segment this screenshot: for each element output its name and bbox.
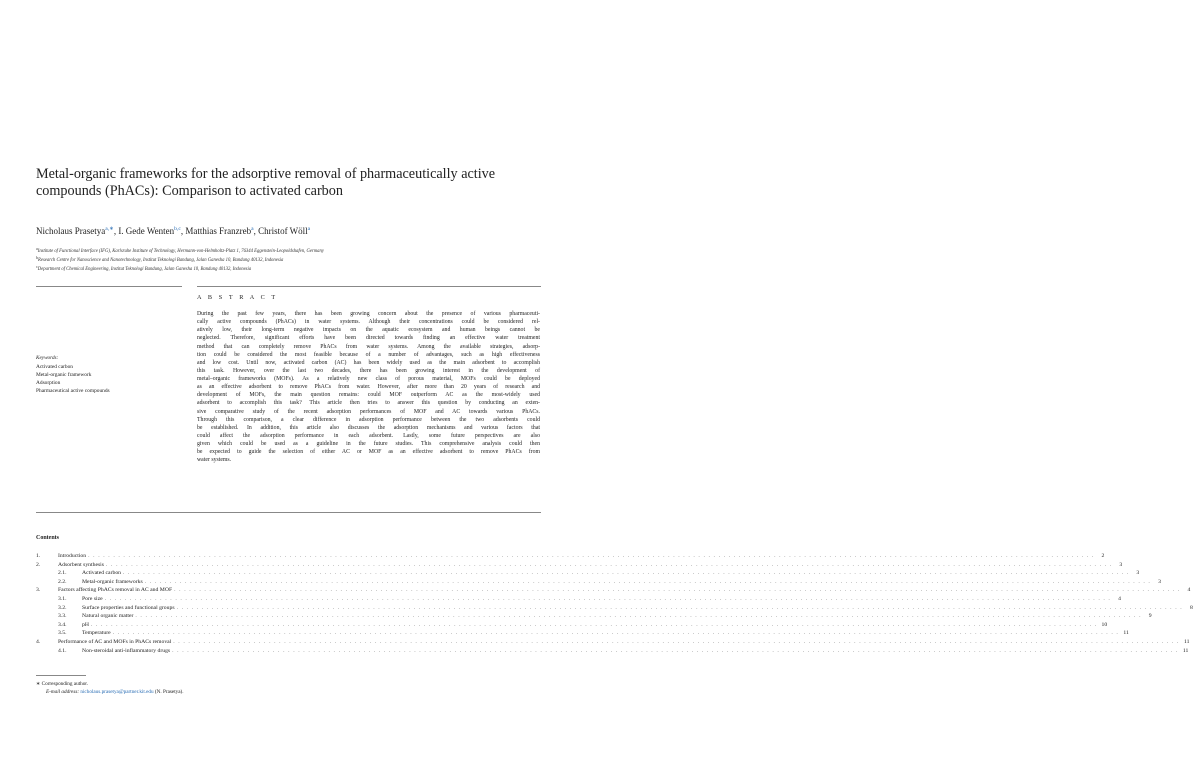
- toc-number: 4.: [36, 639, 41, 645]
- abstract-rule: [197, 286, 541, 287]
- toc-label[interactable]: Temperature: [82, 630, 111, 637]
- toc-leader-dots: . . . . . . . . . . . . . . . . . . . . . . . . . . . . . . . . . . . . . . . . . . . . . . . . . . . . . . . . . . . . . . . . . . . . . . . . . . . . . . . . . . . . . . . . . . . . . . . . . . . . . . . . . . . . . . . . . . . . . . . . . . . . . . . . . . . . . . . . . . . . . . . . . . . . . . . . . . . . . . . . . . . . . . . . . . . . . . . . . . . . . . . . . . . . . . . . . . . . . . . .: [144, 578, 1151, 585]
- email-suffix: (N. Prasetya).: [154, 689, 184, 695]
- toc-number: 2.2.: [58, 578, 67, 585]
- abstract-line: adsorbent to accomplish this task? This article then tries to answer this question by conducting an exten-: [197, 400, 540, 407]
- abstract-line: this task. However, over the last two decades, there has been growing interest in the development of: [197, 367, 540, 374]
- affiliation-text: Research Centre for Nanoscience and Nanotechnology, Institut Teknologi Bandung, Jalan Ganesha 10, Bandung 40132, Indonesia: [38, 258, 284, 263]
- toc-label[interactable]: Performance of AC and MOFs in PhACs removal: [58, 639, 172, 645]
- author-list: [36, 226, 310, 236]
- abstract-line: development of MOFs, the main question remains: could MOF outperform AC as the most-widely used: [197, 392, 540, 399]
- affiliation: [36, 246, 324, 254]
- toc-leader-dots: . . . . . . . . . . . . . . . . . . . . . . . . . . . . . . . . . . . . . . . . . . . . . . . . . . . . . . . . . . . . . . . . . . . . . . . . . . . . . . . . . . . . . . . . . . . . . . . . . . . . . . . . . . . . . . . . . . . . . . . . . . . . . . . . . . . . . . . . . . . . . . . . . . . . . . . . . . . . . . . . . . . . . . . . . . . . . . . . . . . . . . . . . . . . . . . . . . . . . . . .: [173, 639, 1180, 645]
- author-name: Christof Wöll: [258, 226, 308, 236]
- toc-entry[interactable]: [36, 561, 1123, 570]
- toc-entry[interactable]: [36, 570, 1140, 578]
- toc-entry[interactable]: [36, 621, 1108, 630]
- affiliation: [36, 255, 283, 263]
- toc-page-number[interactable]: 3: [1158, 578, 1161, 585]
- keywords-title: Keywords:: [36, 355, 59, 361]
- abstract-line: atively low, their long-term negative impacts on the aquatic ecosystem and human beings cannot be: [197, 327, 540, 334]
- toc-leader-dots: . . . . . . . . . . . . . . . . . . . . . . . . . . . . . . . . . . . . . . . . . . . . . . . . . . . . . . . . . . . . . . . . . . . . . . . . . . . . . . . . . . . . . . . . . . . . . . . . . . . . . . . . . . . . . . . . . . . . . . . . . . . . . . . . . . . . . . . . . . . . . . . . . . . . . . . . . . . . . . . . . . . . . . . . . . . . . . . . . . . . . . . . . . . . . . . . . . . . . . . .: [104, 596, 1111, 602]
- author-name: I. Gede Wenten: [118, 226, 175, 236]
- author-name: Matthias Franzreb: [185, 226, 252, 236]
- toc-label[interactable]: Pore size: [82, 596, 103, 602]
- author-name: Nicholaus Prasetya: [36, 226, 106, 236]
- author-affiliation-mark[interactable]: a,∗: [105, 226, 114, 232]
- toc-page-number[interactable]: 11: [1184, 639, 1190, 645]
- affiliation-mark: a: [36, 246, 38, 251]
- abstract-line: and low cost. Until now, activated carbon (AC) has been widely used as the main adsorbent to accomplish: [197, 359, 540, 366]
- abstract-line: method that can completely remove PhACs from water systems. Among the available strategies, adsorp-: [197, 343, 540, 350]
- abstract-line: be expected to guide the selection of either AC or MOF as an effective adsorbent to remove PhACs from: [197, 449, 540, 456]
- affiliation-text: Institute of Functional Interface (IFG), Karlsruhe Institute of Technology, Hermann-von-Helmholtz-Platz 1, 76344 Eggenstein-Leopoldshafen, Germany: [37, 249, 324, 254]
- toc-page-number[interactable]: 2: [1101, 553, 1105, 559]
- toc-entry[interactable]: [36, 604, 1193, 613]
- section-rule: [36, 512, 541, 513]
- affiliation-text: Department of Chemical Engineering, Institut Teknologi Bandung, Jalan Ganesha 10, Bandung 40132, Indonesia: [37, 267, 252, 272]
- abstract-line: as an effective adsorbent to remove PhACs from water. However, after more than 20 years of research and: [197, 384, 540, 391]
- article-title: Metal-organic frameworks for the adsorptive removal of pharmaceutically active compounds (PhACs): Comparison to activated carbon: [36, 166, 496, 199]
- toc-label[interactable]: Adsorbent synthesis: [58, 561, 104, 568]
- toc-entry[interactable]: [36, 578, 1161, 587]
- contents-title: Contents: [36, 535, 60, 541]
- abstract-line: cally active compounds (PhACs) in water systems. Although their concentrations could be considered rel-: [197, 319, 540, 326]
- toc-number: 3.3.: [58, 613, 67, 620]
- abstract-line: neglected. Therefore, significant efforts have been directed towards finding an effective water treatment: [197, 335, 540, 342]
- toc-page-number[interactable]: 4: [1118, 596, 1121, 602]
- toc-label[interactable]: Non-steroidal anti-inflammatory drugs: [82, 647, 171, 654]
- toc-number: 1.: [36, 553, 41, 559]
- toc-number: 4.1.: [58, 647, 67, 654]
- affiliation: [36, 264, 251, 272]
- toc-label[interactable]: Introduction: [58, 553, 87, 559]
- abstract-line: sive comparative study of the recent adsorption performances of MOF and AC towards various PhACs.: [197, 408, 540, 415]
- toc-entry[interactable]: [36, 647, 1189, 656]
- toc-leader-dots: . . . . . . . . . . . . . . . . . . . . . . . . . . . . . . . . . . . . . . . . . . . . . . . . . . . . . . . . . . . . . . . . . . . . . . . . . . . . . . . . . . . . . . . . . . . . . . . . . . . . . . . . . . . . . . . . . . . . . . . . . . . . . . . . . . . . . . . . . . . . . . . . . . . . . . . . . . . . . . . . . . . . . . . . . . . . . . . . . . . . . . . . . . . . . . . . . . . . . . . .: [88, 553, 1095, 559]
- toc-label[interactable]: Activated carbon: [82, 570, 122, 577]
- toc-number: 2.1.: [58, 570, 67, 577]
- toc-entry[interactable]: [36, 630, 1129, 638]
- toc-number: 3.: [36, 587, 41, 594]
- toc-number: 3.2.: [58, 604, 67, 611]
- toc-entry[interactable]: [36, 639, 1190, 647]
- toc-label[interactable]: pH: [82, 621, 89, 628]
- abstract-line: Through this comparison, a clear difference in adsorption performance between the two adsorbents could: [197, 416, 540, 423]
- author-affiliation-mark[interactable]: a: [251, 226, 254, 232]
- toc-number: 3.4.: [58, 621, 67, 628]
- toc-page-number[interactable]: 3: [1136, 570, 1140, 577]
- toc-entry[interactable]: [36, 596, 1121, 604]
- footnote-rule: [36, 675, 86, 676]
- toc-page-number[interactable]: 8: [1189, 604, 1193, 611]
- toc-leader-dots: . . . . . . . . . . . . . . . . . . . . . . . . . . . . . . . . . . . . . . . . . . . . . . . . . . . . . . . . . . . . . . . . . . . . . . . . . . . . . . . . . . . . . . . . . . . . . . . . . . . . . . . . . . . . . . . . . . . . . . . . . . . . . . . . . . . . . . . . . . . . . . . . . . . . . . . . . . . . . . . . . . . . . . . . . . . . . . . . . . . . . . . . . . . . . . . . . . . . . . . .: [123, 570, 1130, 577]
- abstract-line: During the past few years, there has been growing concern about the presence of various pharmaceuti-: [197, 311, 540, 317]
- email-link[interactable]: nicholaus.prasetya@partner.kit.edu: [80, 689, 154, 695]
- toc-page-number[interactable]: 11: [1123, 630, 1129, 637]
- toc-leader-dots: . . . . . . . . . . . . . . . . . . . . . . . . . . . . . . . . . . . . . . . . . . . . . . . . . . . . . . . . . . . . . . . . . . . . . . . . . . . . . . . . . . . . . . . . . . . . . . . . . . . . . . . . . . . . . . . . . . . . . . . . . . . . . . . . . . . . . . . . . . . . . . . . . . . . . . . . . . . . . . . . . . . . . . . . . . . . . . . . . . . . . . . . . . . . . . . . . . . . . . . .: [174, 587, 1181, 594]
- toc-label[interactable]: Surface properties and functional groups: [82, 604, 175, 611]
- toc-label[interactable]: Factors affecting PhACs removal in AC and MOF: [58, 587, 173, 594]
- abstract-line: tion could be considered the most feasible because of a number of advantages, such as high effectiveness: [197, 351, 540, 358]
- toc-leader-dots: . . . . . . . . . . . . . . . . . . . . . . . . . . . . . . . . . . . . . . . . . . . . . . . . . . . . . . . . . . . . . . . . . . . . . . . . . . . . . . . . . . . . . . . . . . . . . . . . . . . . . . . . . . . . . . . . . . . . . . . . . . . . . . . . . . . . . . . . . . . . . . . . . . . . . . . . . . . . . . . . . . . . . . . . . . . . . . . . . . . . . . . . . . . . . . . . . . . . . . . .: [112, 630, 1119, 637]
- email-line: [46, 689, 184, 695]
- article-info-rule: [36, 286, 182, 287]
- toc-leader-dots: . . . . . . . . . . . . . . . . . . . . . . . . . . . . . . . . . . . . . . . . . . . . . . . . . . . . . . . . . . . . . . . . . . . . . . . . . . . . . . . . . . . . . . . . . . . . . . . . . . . . . . . . . . . . . . . . . . . . . . . . . . . . . . . . . . . . . . . . . . . . . . . . . . . . . . . . . . . . . . . . . . . . . . . . . . . . . . . . . . . . . . . . . . . . . . . . . . . . . . . .: [105, 561, 1113, 568]
- keyword: Adsorption: [36, 380, 61, 386]
- affiliation-mark: c: [36, 264, 38, 269]
- abstract-line: water systems.: [197, 457, 232, 464]
- toc-label[interactable]: Natural organic matter: [82, 613, 134, 620]
- affiliation-mark: b: [36, 255, 38, 260]
- toc-entry[interactable]: [36, 613, 1152, 621]
- keyword: Pharmaceutical active compounds: [36, 388, 110, 394]
- toc-entry[interactable]: [36, 587, 1191, 595]
- author-separator: ,: [113, 226, 119, 236]
- author-separator: ,: [253, 226, 259, 236]
- toc-number: 3.5.: [58, 630, 67, 637]
- abstract-line: metal–organic frameworks (MOFs). As a relatively new class of porous material, MOFs could be deployed: [197, 376, 540, 382]
- abstract-line: given which could be used as a guideline in the future studies. This comprehensive analysis could then: [197, 441, 540, 447]
- abstract-header: A B S T R A C T: [197, 294, 278, 301]
- toc-label[interactable]: Metal-organic frameworks: [82, 578, 143, 585]
- keyword: Metal-organic framework: [36, 372, 92, 378]
- toc-page-number[interactable]: 4: [1187, 587, 1191, 594]
- author-separator: ,: [180, 226, 186, 236]
- abstract-body: [197, 310, 540, 464]
- toc-leader-dots: . . . . . . . . . . . . . . . . . . . . . . . . . . . . . . . . . . . . . . . . . . . . . . . . . . . . . . . . . . . . . . . . . . . . . . . . . . . . . . . . . . . . . . . . . . . . . . . . . . . . . . . . . . . . . . . . . . . . . . . . . . . . . . . . . . . . . . . . . . . . . . . . . . . . . . . . . . . . . . . . . . . . . . . . . . . . . . . . . . . . . . . . . . . . . . . . . . . . . . . .: [172, 647, 1179, 654]
- author-affiliation-mark[interactable]: a: [307, 226, 311, 232]
- abstract-line: could affect the adsorption performance in each adsorbent. Lastly, some future perspectives are also: [197, 432, 540, 439]
- corresponding-author-note: ∗ Corresponding author.: [36, 681, 89, 687]
- toc-number: 2.: [36, 561, 41, 568]
- toc-page-number[interactable]: 3: [1119, 561, 1123, 568]
- toc-leader-dots: . . . . . . . . . . . . . . . . . . . . . . . . . . . . . . . . . . . . . . . . . . . . . . . . . . . . . . . . . . . . . . . . . . . . . . . . . . . . . . . . . . . . . . . . . . . . . . . . . . . . . . . . . . . . . . . . . . . . . . . . . . . . . . . . . . . . . . . . . . . . . . . . . . . . . . . . . . . . . . . . . . . . . . . . . . . . . . . . . . . . . . . . . . . . . . . . . . . . . . . .: [90, 621, 1098, 628]
- email-label: E-mail address:: [46, 689, 80, 695]
- toc-entry[interactable]: [36, 553, 1105, 561]
- toc-page-number[interactable]: 10: [1101, 621, 1108, 628]
- toc-leader-dots: . . . . . . . . . . . . . . . . . . . . . . . . . . . . . . . . . . . . . . . . . . . . . . . . . . . . . . . . . . . . . . . . . . . . . . . . . . . . . . . . . . . . . . . . . . . . . . . . . . . . . . . . . . . . . . . . . . . . . . . . . . . . . . . . . . . . . . . . . . . . . . . . . . . . . . . . . . . . . . . . . . . . . . . . . . . . . . . . . . . . . . . . . . . . . . . . . . . . . . . .: [176, 604, 1183, 611]
- toc-page-number[interactable]: 9: [1148, 613, 1152, 620]
- keyword: Activated carbon: [36, 364, 73, 370]
- toc-leader-dots: . . . . . . . . . . . . . . . . . . . . . . . . . . . . . . . . . . . . . . . . . . . . . . . . . . . . . . . . . . . . . . . . . . . . . . . . . . . . . . . . . . . . . . . . . . . . . . . . . . . . . . . . . . . . . . . . . . . . . . . . . . . . . . . . . . . . . . . . . . . . . . . . . . . . . . . . . . . . . . . . . . . . . . . . . . . . . . . . . . . . . . . . . . . . . . . . . . . . . . . .: [135, 613, 1142, 620]
- abstract-line: be established. In addition, this article also discusses the adsorption mechanisms and various factors that: [197, 424, 540, 431]
- toc-number: 3.1.: [58, 596, 67, 602]
- toc-page-number[interactable]: 11: [1182, 647, 1189, 654]
- author-affiliation-mark[interactable]: b,c: [174, 226, 181, 232]
